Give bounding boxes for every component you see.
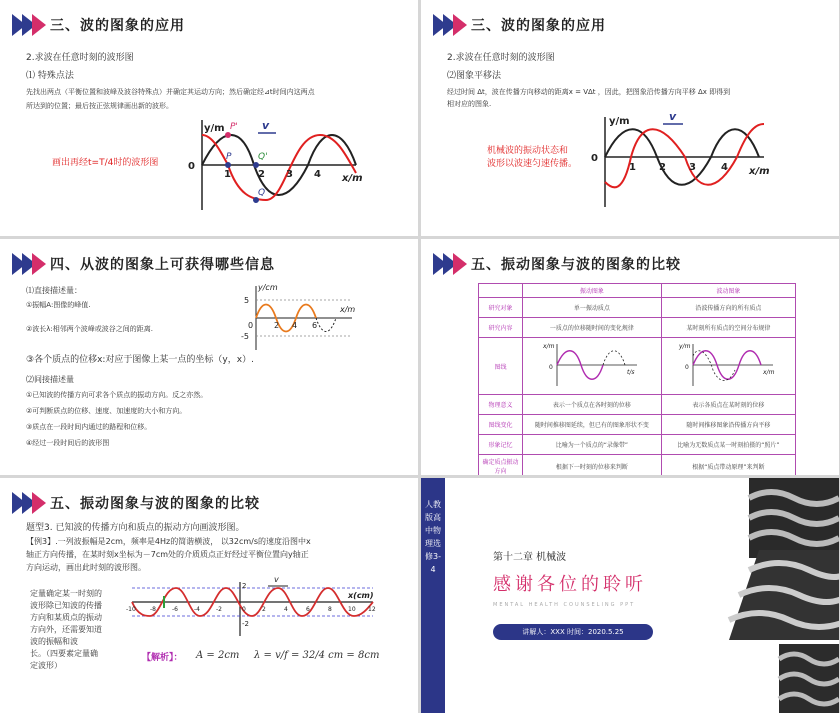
tick-1: 1: [224, 169, 231, 180]
tick-1: 1: [629, 162, 636, 173]
slide-4[interactable]: [421, 239, 839, 475]
vibration-plot-cell: [523, 338, 662, 395]
corner-cell: [479, 284, 523, 298]
table-row: [479, 318, 796, 338]
table-row: [479, 455, 796, 476]
slide-1[interactable]: [0, 0, 418, 236]
side-line-1: 定量确定某一时刻的: [30, 589, 102, 598]
axis-x-label: x/m: [340, 305, 356, 314]
chevron-icon: [12, 253, 42, 275]
tick-2: 2: [659, 162, 666, 173]
fabric-image-middle: [729, 550, 839, 640]
wave-graph: [241, 283, 372, 354]
solution-label: 【解析】：: [142, 653, 183, 663]
point-p2-label: P': [230, 122, 238, 132]
displacement-line: ③各个质点的位移x:对应于图像上某一点的坐标（y，x）.: [26, 355, 254, 365]
tick-0: 0: [188, 161, 195, 172]
method-label: ⑵图象平移法: [447, 71, 502, 81]
axis-y-label: y/cm: [258, 283, 278, 292]
desc-line-2: 所达到的位置；最后按正弦规律画出新的波形。: [26, 102, 173, 110]
formula-amplitude: A = 2cm: [196, 650, 240, 661]
problem-type: 题型3. 已知波的传播方向和质点的振动方向画波形图。: [26, 523, 245, 533]
chevron-icon: [433, 253, 463, 275]
subtitle: 2.求波在任意时刻的波形图: [447, 53, 555, 63]
chevron-icon: [12, 14, 42, 36]
row-label: 研究内容: [479, 318, 523, 338]
fabric-image-top: [749, 478, 839, 558]
slide-header: [433, 14, 606, 36]
slide-6[interactable]: [421, 478, 839, 713]
tick-3: 3: [689, 162, 696, 173]
table-row: [479, 298, 796, 318]
desc-line-1: 经过时间 Δt，波在传播方向移动的距离x = VΔt ，因此，把图象沿传播方向平移 Δx 即得到: [447, 88, 731, 96]
side-line-4: 方向外，还需要知道: [30, 625, 102, 634]
slide-5[interactable]: [0, 478, 418, 713]
side-line-7: 定波形）: [30, 661, 62, 670]
table-cell: 某时刻所有质点的空间分布规律: [661, 318, 795, 338]
tick-4: 4: [292, 321, 298, 330]
direct-quantities-label: ⑴直接描述量：: [26, 286, 82, 295]
y-neg-label: -5: [241, 332, 249, 341]
chapter-title: 第十二章 机械波: [493, 552, 567, 563]
note-line-2: 波形以波速匀速传播。: [487, 159, 578, 169]
y-pos-label: 5: [244, 296, 250, 305]
wave-graph: [188, 115, 396, 225]
desc-line-1: 先找出两点（平衡位置和波峰及波谷特殊点）并确定其运动方向；然后确定经⊿t时间内这两点: [26, 88, 315, 96]
axis-y-label: y/m: [609, 116, 630, 127]
row-label: 形象记忆: [479, 435, 523, 455]
point-p-label: P: [226, 152, 232, 162]
plot-a-x-label: t/s: [626, 369, 635, 376]
banner-text: 人教版高中物理选修3-4: [425, 500, 441, 574]
indirect-item-1: ①已知波的传播方向可求各个质点的振动方向。反之亦然。: [26, 391, 208, 399]
slide-title: 三、波的图象的应用: [471, 18, 606, 34]
example-line-2: 轴正方向传播，在某时刻x坐标为－7cm处的介质质点正好经过平衡位置向y轴正: [26, 550, 309, 559]
axis-x-label: x(cm): [348, 591, 374, 600]
table-cell: 表示各质点在某时刻的位移: [661, 395, 795, 415]
wave-plot-cell: [661, 338, 795, 395]
y-pos-label: 2: [242, 582, 247, 590]
tick: -4: [194, 606, 200, 613]
table-cell: 沿波传播方向的所有质点: [661, 298, 795, 318]
table-cell: 比喻为一个质点的“录像带”: [523, 435, 662, 455]
indirect-item-3: ③质点在一段时间内通过的路程和位移。: [26, 423, 152, 431]
point-q-label: Q: [258, 188, 266, 198]
table-cell: 单一振动质点: [523, 298, 662, 318]
wave-graph: [126, 575, 388, 648]
tick: 10: [348, 606, 356, 613]
tick-3: 3: [286, 169, 293, 180]
side-line-5: 波的振幅和波: [30, 637, 78, 646]
side-banner: [421, 478, 445, 713]
row-label: 物理意义: [479, 395, 523, 415]
row-label: 确定质点振动方向: [479, 455, 523, 476]
slide-title: 四、从波的图象上可获得哪些信息: [50, 257, 275, 273]
wave-plot: [673, 340, 783, 390]
slide-header: [12, 14, 185, 36]
side-line-2: 波形除已知波的传播: [30, 601, 102, 610]
english-subtitle: MENTAL HEALTH COUNSELING PPT: [493, 602, 636, 608]
side-line-3: 方向和某质点的振动: [30, 613, 102, 622]
vibration-plot: [537, 340, 647, 390]
wave-graph: [591, 110, 799, 222]
table-row: [479, 415, 796, 435]
tick-2: 2: [258, 169, 265, 180]
tick: 6: [306, 606, 310, 613]
slide-header: [12, 253, 275, 275]
indirect-quantities-label: ⑵间接描述量: [26, 375, 74, 384]
subtitle: 2.求波在任意时刻的波形图: [26, 53, 134, 63]
plot-a-zero: 0: [548, 364, 553, 371]
table-cell: 根据“质点带动原理”来判断: [661, 455, 795, 476]
speaker-badge: 讲解人：XXX 时间：2020.5.25: [493, 624, 653, 640]
indirect-item-2: ②可判断质点的位移、速度、加速度的大小和方向。: [26, 407, 187, 415]
table-row: [479, 395, 796, 415]
tick-4: 4: [721, 162, 728, 173]
table-cell: 表示一个质点在各时刻的位移: [523, 395, 662, 415]
table-cell: 随时间推移图延续，但已有的图象形状不变: [523, 415, 662, 435]
example-line-3: 方向运动，画出此时刻的波形图。: [26, 563, 146, 572]
table-cell: 根据下一时刻的位移来判断: [523, 455, 662, 476]
point-q2-label: Q': [258, 152, 268, 162]
velocity-label: v: [262, 119, 270, 132]
plot-b-y-label: y/m: [679, 343, 691, 350]
plot-b-zero: 0: [685, 364, 690, 371]
row-label: 图线: [479, 338, 523, 395]
table-row: [479, 338, 796, 395]
comparison-table: [478, 283, 796, 475]
tick-6: 6: [312, 321, 318, 330]
note-line-1: 机械波的振动状态和: [487, 146, 569, 156]
tick: 12: [368, 606, 376, 613]
tick: 4: [284, 606, 288, 613]
row-label: 研究对象: [479, 298, 523, 318]
velocity-label: v: [669, 110, 677, 123]
tick-0: 0: [248, 321, 254, 330]
slide-header: [12, 492, 260, 514]
slide-header: [433, 253, 681, 275]
tick-2: 2: [274, 321, 280, 330]
example-line-1: 【例3】.一列波振幅是2cm，频率是4Hz的简谐横波， 以32cm/s的速度沿图中x: [26, 537, 311, 546]
table-cell: 一质点的位移随时间的变化规律: [523, 318, 662, 338]
plot-a-y-label: x/m: [542, 343, 555, 350]
tick: 0: [242, 606, 246, 613]
table-cell: 随时间推移图象沿传播方向平移: [661, 415, 795, 435]
method-label: ⑴ 特殊点法: [26, 71, 74, 81]
col-header: 振动图象: [523, 284, 662, 298]
axis-x-label: x/m: [342, 173, 363, 184]
slide-title: 三、波的图象的应用: [50, 18, 185, 34]
tick-0: 0: [591, 153, 598, 164]
wavelength-line: ②波长λ:相邻两个波峰或波谷之间的距离.: [26, 325, 154, 333]
slide-2[interactable]: [421, 0, 839, 236]
slide-3[interactable]: [0, 239, 418, 475]
tick: -10: [126, 606, 136, 613]
chevron-icon: [12, 492, 42, 514]
chevron-icon: [433, 14, 463, 36]
amplitude-line: ①振幅A:图像的峰值.: [26, 301, 91, 309]
instruction-note: 画出再经t=T/4时的波形图: [52, 158, 159, 168]
formula-wavelength: λ = v/f = 32/4 cm = 8cm: [254, 650, 380, 661]
tick: -6: [172, 606, 178, 613]
slide-title: 五、振动图象与波的图象的比较: [50, 496, 260, 512]
col-header: 波动图象: [661, 284, 795, 298]
table-cell: 比喻为无数质点某一时刻拍摄的“照片”: [661, 435, 795, 455]
slide-title: 五、振动图象与波的图象的比较: [471, 257, 681, 273]
y-neg-label: -2: [242, 620, 249, 628]
tick: -2: [216, 606, 222, 613]
velocity-label: v: [274, 575, 279, 584]
axis-x-label: x/m: [749, 166, 770, 177]
thanks-title: 感谢各位的聆听: [493, 574, 647, 595]
plot-b-x-label: x/m: [763, 369, 775, 376]
desc-line-2: 相对应的图象.: [447, 100, 492, 108]
tick-4: 4: [314, 169, 321, 180]
side-line-6: 长。（四要素定量确: [30, 649, 98, 658]
axis-y-label: y/m: [204, 123, 225, 134]
tick: 2: [262, 606, 266, 613]
indirect-item-4: ④经过一段时间后的波形图: [26, 439, 110, 447]
row-label: 图线变化: [479, 415, 523, 435]
table-header-row: [479, 284, 796, 298]
table-row: [479, 435, 796, 455]
tick: -8: [150, 606, 156, 613]
tick: 8: [328, 606, 332, 613]
fabric-image-bottom: [779, 644, 839, 713]
